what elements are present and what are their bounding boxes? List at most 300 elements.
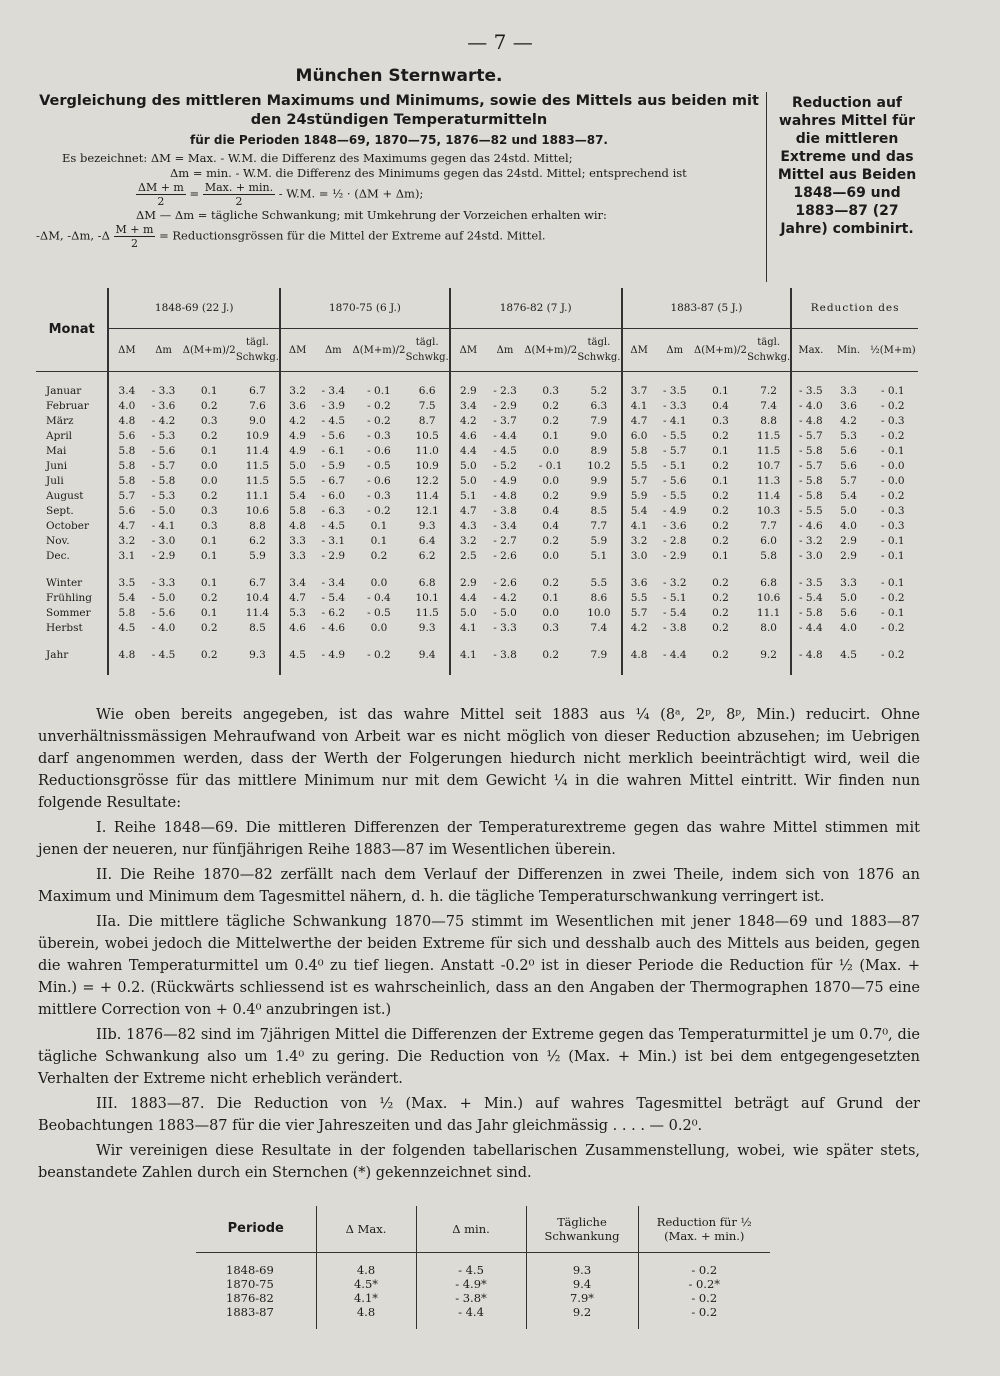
table-cell: 7.9 [577,414,621,429]
summary-row [196,1263,770,1277]
table-cell: - 4.1 [662,415,687,427]
summary-cell: - 4.9* [416,1277,526,1291]
table-cell: 4.1 [630,520,648,532]
table-cell: 0.0 [542,475,560,487]
row-label: Herbst [36,621,108,636]
table-cell: - 0.1 [367,385,391,397]
summary-cell: - 0.2 [691,1291,718,1305]
summary-cell: 4.1* [316,1291,416,1305]
table-cell: - 3.3 [151,577,176,589]
table-cell: 0.2 [712,520,729,532]
table-cell: 5.2 [577,384,621,399]
row-label: August [36,489,108,504]
table-cell: - 5.5 [662,430,687,442]
column-header: ΔM [622,329,656,372]
row-label: März [36,414,108,429]
table-cell: - 5.7 [799,460,823,472]
table-cell: 6.8 [406,576,450,591]
summary-cell: 4.8 [316,1305,416,1319]
table-cell: 6.3 [577,399,621,414]
table-cell: - 2.9 [151,550,176,562]
table-cell: - 0.2 [881,622,905,634]
table-cell: 0.2 [712,430,729,442]
table-cell: - 0.2 [367,400,391,412]
table-cell: 5.8 [747,549,791,564]
table-cell: 0.1 [200,577,218,589]
table-cell: - 0.1 [881,607,905,619]
table-cell: 4.0 [840,520,857,532]
table-cell: 3.2 [118,535,136,547]
table-cell: - 3.0 [799,550,823,562]
table-cell: 5.3 [840,430,857,442]
table-cell: - 4.5 [151,649,176,661]
table-cell: 11.4 [236,444,280,459]
table-row [36,621,918,636]
paragraph-5: IIb. 1876—82 sind im 7jährigen Mittel die Differenzen der Extreme gegen das Temperaturmittel je um 0.7⁰, die tägliche Schwankung also um 1.4⁰ zu gering. Die Reduction von ½ (Max. + Min.) ist bei dem entgegengesetzten Verhalten der Extreme nicht erheblich verändert. [38,1027,920,1087]
period-header-1876: 1876-82 (7 J.) [450,288,622,329]
column-header: tägl. Schwkg. [577,329,621,372]
table-cell: 10.0 [577,606,621,621]
table-cell: - 5.0 [151,592,176,604]
table-cell: 7.7 [747,519,791,534]
column-header: Min. [829,329,867,372]
table-cell: 0.0 [200,460,218,472]
table-cell: - 0.0 [881,475,905,487]
definition-line-1: Es bezeichnet: ΔM = Max. - W.M. die Differenz des Maximums gegen das 24std. Mittel; [62,151,573,165]
table-cell: 0.3 [542,622,560,634]
table-cell: 0.2 [712,592,729,604]
table-cell: 7.2 [747,384,791,399]
fraction-max-min: $\frac{\text{Max. + min.}}{2}$ [204,181,274,208]
summary-cell: 9.4 [526,1277,638,1291]
table-cell: - 3.4 [321,577,346,589]
table-cell: - 0.3 [367,490,391,502]
table-cell: 0.2 [542,577,560,589]
column-header: Δ(M+m)/2 [183,329,236,372]
row-label: Mai [36,444,108,459]
table-cell: 5.7 [840,475,857,487]
table-cell: 3.0 [630,550,648,562]
table-row [36,504,918,519]
table-cell: 7.7 [577,519,621,534]
table-cell: - 0.2 [881,592,905,604]
table-cell: - 3.4 [321,385,346,397]
table-cell: - 4.2 [151,415,176,427]
table-cell: 4.4 [460,592,477,604]
table-cell: - 0.2 [367,649,391,661]
table-cell: 5.8 [289,505,306,517]
table-row [36,489,918,504]
table-cell: - 5.0 [151,505,176,517]
table-cell: 5.8 [118,445,136,457]
table-cell: - 0.1 [881,550,905,562]
definition-line-2: Δm = min. - W.M. die Differenz des Minimums gegen das 24std. Mittel; entsprechend ist [170,166,687,180]
table-cell: - 2.8 [662,535,687,547]
table-cell: 11.5 [747,444,791,459]
table-cell: - 3.3 [662,400,687,412]
paragraph-4: IIa. Die mittlere tägliche Schwankung 1870—75 stimmt im Wesentlichen mit jener 1848—69 und 1883—87 überein, wobei jedoch die Mittelwerthe der beiden Extreme für sich und desshalb auch des Mittels aus beiden, gegen die wahren Temperaturmittel um 0.4⁰ zu tief liegen. Anstatt -0.2⁰ ist in dieser Periode die Reduction für ½ (Max. + Min.) = + 0.2. (Rückwärts schliessend ist es wahrscheinlich, dass an den Angaben der Thermographen 1870—75 eine mittlere Correction von + 0.4⁰ anzubringen ist.) [38,914,920,1018]
table-cell: 5.0 [460,607,477,619]
table-cell: 3.3 [289,550,306,562]
period-header-1848: 1848-69 (22 J.) [108,288,280,329]
fraction-delta-mean: $\frac{\Delta M + m}{2}$ [138,181,184,208]
table-cell: - 5.0 [493,607,517,619]
table-cell: 5.6 [118,505,136,517]
period-header-1883: 1883-87 (5 J.) [622,288,792,329]
table-cell: 10.5 [406,429,450,444]
table-cell: - 0.1 [881,385,905,397]
table-cell: 0.2 [200,400,218,412]
table-cell: 5.7 [118,490,136,502]
summary-cell: 9.3 [526,1263,638,1277]
summary-header-reduction: Reduction für ½ (Max. + min.) [638,1206,770,1253]
table-cell: 7.4 [577,621,621,636]
table-cell: 4.0 [840,622,857,634]
table-cell: 3.2 [289,385,306,397]
row-label: Juli [36,474,108,489]
row-gap [36,564,918,576]
table-cell: 4.7 [289,592,306,604]
table-cell: - 2.9 [321,550,346,562]
table-cell: 0.0 [542,607,560,619]
table-cell: 2.9 [840,550,857,562]
table-cell: - 6.2 [321,607,346,619]
table-cell: 9.9 [577,474,621,489]
table-cell: 0.2 [542,535,560,547]
table-cell: 5.8 [118,475,136,487]
table-cell: 0.2 [712,505,729,517]
table-cell: 4.8 [118,415,136,427]
table-cell: 6.6 [406,384,450,399]
table-cell: - 5.5 [799,505,823,517]
table-cell: - 3.8 [493,649,517,661]
table-cell: 0.2 [712,490,729,502]
summary-cell: - 4.5 [416,1263,526,1277]
table-cell: - 4.5 [493,445,517,457]
table-cell: 0.2 [200,649,218,661]
column-header-row [36,329,918,372]
column-header: Δ(M+m)/2 [524,329,577,372]
table-cell: 0.2 [712,622,729,634]
table-cell: 6.2 [406,549,450,564]
table-cell: - 5.2 [493,460,517,472]
row-gap [36,372,918,385]
table-cell: 3.6 [630,577,648,589]
table-cell: - 4.0 [799,400,823,412]
table-cell: 0.0 [370,577,388,589]
table-cell: 0.2 [200,430,218,442]
table-row [36,519,918,534]
table-cell: 5.1 [460,490,477,502]
table-cell: - 4.6 [799,520,823,532]
table-cell: 0.1 [712,385,729,397]
summary-row [196,1277,770,1291]
table-cell: 10.9 [236,429,280,444]
table-cell: 10.1 [406,591,450,606]
table-cell: 9.3 [236,648,280,663]
table-cell: 3.4 [118,385,136,397]
table-cell: - 0.6 [367,475,391,487]
table-cell: - 4.4 [662,649,687,661]
table-cell: - 0.4 [367,592,391,604]
table-cell: 4.5 [118,622,136,634]
table-cell: 4.7 [630,415,648,427]
table-cell: 10.2 [577,459,621,474]
table-cell: 4.7 [118,520,136,532]
summary-header-delta-min: Δ min. [416,1206,526,1253]
table-cell: 11.4 [236,606,280,621]
table-cell: 5.8 [118,607,136,619]
table-cell: 3.4 [460,400,477,412]
table-cell: 4.9 [289,445,306,457]
table-cell: - 5.6 [151,607,176,619]
table-cell: - 3.8 [662,622,687,634]
table-cell: 4.8 [630,649,648,661]
table-cell: - 0.1 [881,535,905,547]
table-cell: 9.4 [406,648,450,663]
row-gap [196,1253,770,1264]
table-cell: 8.0 [747,621,791,636]
definition-line-4: ΔM — Δm = tägliche Schwankung; mit Umkehrung der Vorzeichen erhalten wir: [136,208,607,222]
row-label: April [36,429,108,444]
table-cell: 5.6 [840,607,857,619]
table-cell: - 5.8 [151,475,176,487]
table-cell: - 3.9 [321,400,346,412]
table-cell: - 4.9 [493,475,517,487]
table-cell: 6.7 [236,384,280,399]
table-cell: 11.5 [236,459,280,474]
row-label: Dec. [36,549,108,564]
table-row [36,576,918,591]
table-row [36,444,918,459]
table-cell: 3.5 [118,577,136,589]
table-cell: 4.9 [289,430,306,442]
table-cell: 7.6 [236,399,280,414]
table-cell: 4.2 [630,622,648,634]
table-cell: - 0.1 [881,445,905,457]
table-cell: - 2.9 [662,550,687,562]
column-header: ΔM [108,329,144,372]
row-gap [36,663,918,675]
temperature-table [36,288,918,675]
table-cell: 9.0 [577,429,621,444]
table-cell: - 6.3 [321,505,346,517]
table-cell: 4.5 [289,649,306,661]
table-cell: - 0.2 [881,400,905,412]
row-label: Sept. [36,504,108,519]
summary-header-delta-max: Δ Max. [316,1206,416,1253]
table-cell: - 5.9 [321,460,346,472]
table-cell: - 5.3 [151,490,176,502]
table-cell: - 3.8 [493,505,517,517]
table-cell: 0.1 [200,607,218,619]
table-cell: 3.3 [840,577,857,589]
table-cell: 0.0 [370,622,388,634]
table-cell: 2.5 [460,550,477,562]
table-cell: - 4.1 [151,520,176,532]
table-cell: - 0.0 [881,460,905,472]
table-cell: 5.3 [289,607,306,619]
table-cell: 0.3 [200,520,218,532]
column-header: Δm [656,329,694,372]
table-cell: - 0.1 [538,460,563,472]
summary-header-period: Periode [196,1206,316,1253]
row-label: Januar [36,384,108,399]
table-cell: 5.8 [630,445,648,457]
table-cell: 4.1 [630,400,648,412]
table-cell: 5.4 [630,505,648,517]
table-cell: 10.3 [747,504,791,519]
table-cell: - 4.4 [799,622,823,634]
table-cell: 11.5 [236,474,280,489]
table-cell: - 2.9 [493,400,517,412]
periods-line: für die Perioden 1848—69, 1870—75, 1876—82 und 1883—87. [190,133,608,147]
table-cell: - 5.3 [151,430,176,442]
table-cell: 11.1 [236,489,280,504]
table-cell: - 4.6 [321,622,346,634]
table-cell: 3.7 [630,385,648,397]
table-cell: 6.0 [747,534,791,549]
table-cell: - 3.5 [799,577,823,589]
table-cell: - 5.7 [662,445,687,457]
table-cell: 0.2 [542,649,560,661]
table-cell: 4.8 [118,649,136,661]
summary-cell: 1848-69 [196,1263,316,1277]
table-cell: 0.1 [200,445,218,457]
table-cell: 12.1 [406,504,450,519]
table-cell: 9.0 [236,414,280,429]
table-cell: 0.0 [200,475,218,487]
table-cell: 5.5 [630,592,648,604]
table-cell: 0.2 [712,535,729,547]
table-cell: - 3.6 [151,400,176,412]
table-cell: - 0.2 [881,649,905,661]
row-gap [36,636,918,648]
table-cell: 6.7 [236,576,280,591]
table-cell: 0.4 [542,520,560,532]
row-gap [196,1319,770,1329]
table-cell: - 3.3 [151,385,176,397]
table-cell: 8.7 [406,414,450,429]
table-cell: 3.3 [289,535,306,547]
table-row [36,414,918,429]
table-cell: 2.9 [460,577,477,589]
summary-cell: 1870-75 [196,1277,316,1291]
table-cell: 2.9 [840,535,857,547]
column-header: ½(M+m) [868,329,918,372]
table-cell: - 5.4 [662,607,687,619]
table-cell: 5.4 [289,490,306,502]
table-cell: 0.1 [370,535,388,547]
table-cell: - 4.5 [321,415,346,427]
table-cell: - 5.1 [662,592,687,604]
definition-line-3: $\frac{\Delta M + m}{2}$ = $\frac{\text{Max. + min.}}{2}$ - W.M. = ½ · (ΔM + Δm); [138,181,424,208]
table-cell: 10.7 [747,459,791,474]
table-cell: - 4.5 [321,520,346,532]
table-cell: - 3.7 [493,415,517,427]
fraction-m-plus-m: $\frac{M + m}{2}$ [115,223,154,250]
table-cell: - 5.7 [799,430,823,442]
column-header: Max. [791,329,829,372]
column-header: Δm [144,329,182,372]
table-cell: 3.6 [289,400,306,412]
table-cell: - 0.3 [881,520,905,532]
summary-cell: 9.2 [526,1305,638,1319]
table-cell: 5.5 [289,475,306,487]
table-cell: 0.2 [712,649,729,661]
table-cell: 0.2 [200,622,218,634]
table-cell: - 3.0 [151,535,176,547]
table-cell: - 5.6 [151,445,176,457]
table-cell: 4.6 [460,430,477,442]
table-cell: 7.9 [577,648,621,663]
table-cell: 11.0 [406,444,450,459]
table-cell: 5.0 [460,475,477,487]
table-cell: 0.4 [712,400,729,412]
row-label: Frühling [36,591,108,606]
table-cell: 8.5 [577,504,621,519]
table-cell: 4.2 [460,415,477,427]
table-cell: - 0.1 [881,577,905,589]
table-cell: 5.6 [840,460,857,472]
table-cell: 0.2 [200,592,218,604]
table-cell: - 5.6 [321,430,346,442]
table-cell: - 4.9 [662,505,687,517]
summary-cell: - 0.2 [691,1263,718,1277]
table-row [36,429,918,444]
table-cell: 3.2 [630,535,648,547]
page-title: München Sternwarte. [295,66,503,86]
column-header: Δ(M+m)/2 [694,329,747,372]
table-cell: 7.5 [406,399,450,414]
table-row [36,399,918,414]
table-cell: - 0.3 [367,430,391,442]
table-cell: 5.0 [289,460,306,472]
table-cell: - 3.5 [799,385,823,397]
table-cell: - 6.0 [321,490,346,502]
page-number: — 7 — [467,30,533,54]
table-cell: 5.9 [236,549,280,564]
table-cell: 10.4 [236,591,280,606]
table-row [36,549,918,564]
table-cell: 8.9 [577,444,621,459]
table-cell: 3.2 [460,535,477,547]
table-cell: - 5.8 [799,607,823,619]
row-label: Winter [36,576,108,591]
table-cell: 8.8 [236,519,280,534]
table-cell: 0.2 [712,577,729,589]
paragraph-7: Wir vereinigen diese Resultate in der folgenden tabellarischen Zusammenstellung, wobei, wie später stets, beanstandete Zahlen durch ein Sternchen (*) gekennzeichnet sind. [38,1143,920,1181]
table-cell: - 2.7 [493,535,517,547]
table-cell: 5.5 [630,460,648,472]
table-cell: - 4.9 [321,649,346,661]
table-cell: 3.4 [289,577,306,589]
table-cell: - 4.8 [799,649,823,661]
table-cell: - 2.3 [493,385,517,397]
summary-cell: 4.5* [316,1277,416,1291]
table-cell: - 3.2 [662,577,687,589]
table-cell: - 5.5 [662,490,687,502]
table-cell: 3.6 [840,400,857,412]
body-text [38,704,920,1184]
table-cell: 0.4 [542,505,560,517]
row-label: Nov. [36,534,108,549]
table-heading [36,66,762,250]
table-cell: - 4.2 [493,592,517,604]
table-row [36,459,918,474]
table-cell: 5.6 [118,430,136,442]
table-cell: 11.4 [406,489,450,504]
